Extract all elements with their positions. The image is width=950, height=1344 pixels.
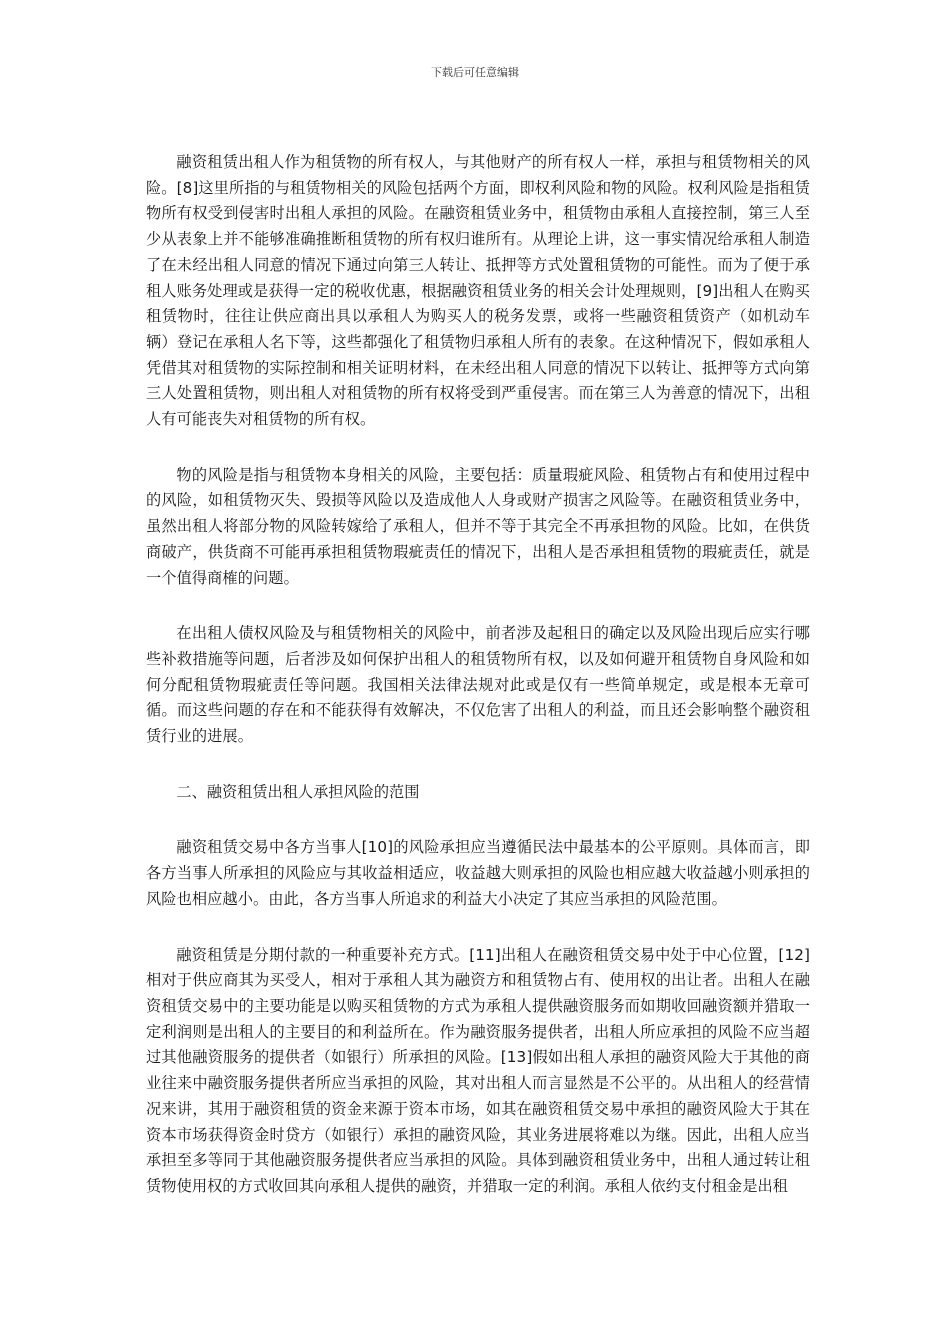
paragraph: 融资租赁交易中各方当事人[10]的风险承担应当遵循民法中最基本的公平原则。具体而言，即各方当事人所承担的风险应与其收益相适应，收益越大则承担的风险也相应越大收益越小则承担的风险也相应越小。由此，各方当事人所追求的利益大小决定了其应当承担的风险范围。 — [146, 838, 810, 908]
page-header: 下载后可任意编辑 — [431, 66, 519, 79]
paragraph: 融资租赁出租人作为租赁物的所有权人，与其他财产的所有权人一样，承担与租赁物相关的风险。[8]这里所指的与租赁物相关的风险包括两个方面，即权利风险和物的风险。权利风险是指租赁物所有权受到侵害时出租人承担的风险。在融资租赁业务中，租赁物由承租人直接控制，第三人至少从表象上并不能够准确推断租赁物的所有权归谁所有。从理论上讲，这一事实情况给承租人制造了在未经出租人同意的情况下通过向第三人转让、抵押等方式处置租赁物的可能性。而为了便于承租人账务处理或是获得一定的税收优惠，根据融资租赁业务的相关会计处理规则，[9]出租人在购买租赁物时，往往让供应商出具以承租人为购买人的税务发票，或将一些融资租赁资产（如机动车辆）登记在承租人名下等，这些都强化了租赁物归承租人所有的表象。在这种情况下，假如承租人凭借其对租赁物的实际控制和相关证明材料，在未经出租人同意的情况下以转让、抵押等方式向第三人处置租赁物，则出租人对租赁物的所有权将受到严重侵害。而在第三人为善意的情况下，出租人有可能丧失对租赁物的所有权。 — [146, 153, 810, 429]
document-body — [146, 150, 810, 1230]
section-heading: 二、融资租赁出租人承担风险的范围 — [176, 782, 420, 801]
paragraph: 物的风险是指与租赁物本身相关的风险，主要包括：质量瑕疵风险、租赁物占有和使用过程中的风险，如租赁物灭失、毁损等风险以及造成他人人身或财产损害之风险等。在融资租赁业务中，虽然出租人将部分物的风险转嫁给了承租人，但并不等于其完全不再承担物的风险。比如，在供货商破产，供货商不可能再承担租赁物瑕疵责任的情况下，出租人是否承担租赁物的瑕疵责任，就是一个值得商榷的问题。 — [146, 465, 810, 587]
paragraph: 在出租人债权风险及与租赁物相关的风险中，前者涉及起租日的确定以及风险出现后应实行哪些补救措施等问题，后者涉及如何保护出租人的租赁物所有权，以及如何避开租赁物自身风险和如何分配租赁物瑕疵责任等问题。我国相关法律法规对此或是仅有一些简单规定，或是根本无章可循。而这些问题的存在和不能获得有效解决，不仅危害了出租人的利益，而且还会影响整个融资租赁行业的进展。 — [146, 624, 810, 746]
paragraph: 融资租赁是分期付款的一种重要补充方式。[11]出租人在融资租赁交易中处于中心位置，[12]相对于供应商其为买受人，相对于承租人其为融资方和租赁物占有、使用权的出让者。出租人在融资租赁交易中的主要功能是以购买租赁物的方式为承租人提供融资服务而如期收回融资额并猎取一定利润则是出租人的主要目的和利益所在。作为融资服务提供者，出租人所应承担的风险不应当超过其他融资服务的提供者（如银行）所承担的风险。[13]假如出租人承担的融资风险大于其他的商业往来中融资服务提供者所应当承担的风险，其对出租人而言显然是不公平的。从出租人的经营情况来讲，其用于融资租赁的资金来源于资本市场，如其在融资租赁交易中承担的融资风险大于其在资本市场获得资金时贷方（如银行）承担的融资风险，其业务进展将难以为继。因此，出租人应当承担至多等同于其他融资服务提供者应当承担的风险。具体到融资租赁业务中，出租人通过转让租赁物使用权的方式收回其向承租人提供的融资，并猎取一定的利润。承租人依约支付租金是出租 — [146, 945, 810, 1195]
